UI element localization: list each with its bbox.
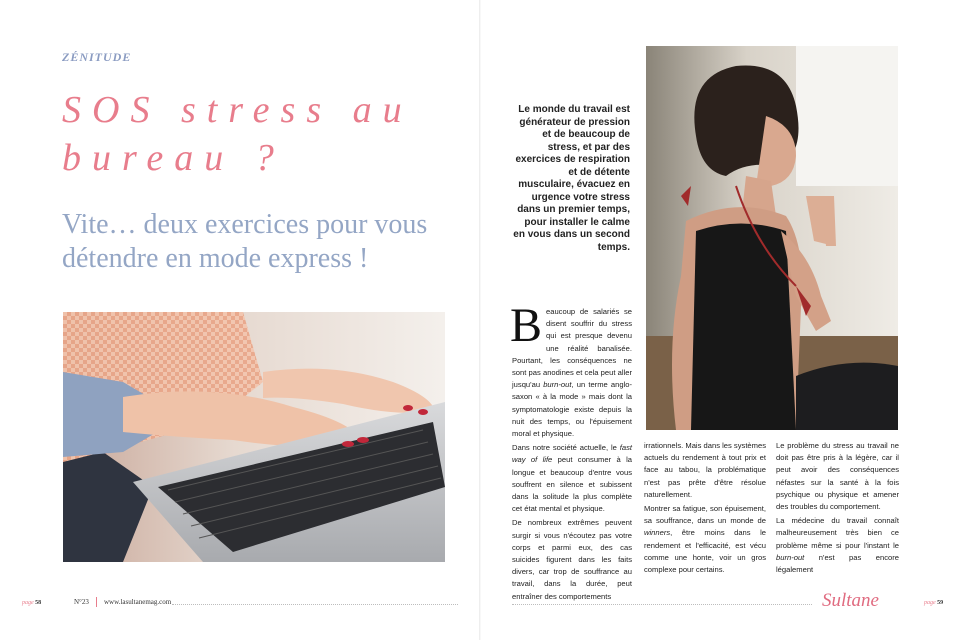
body-column-1 [510, 299, 632, 605]
website-link[interactable]: www.lasultanemag.com [104, 598, 172, 606]
body-column-2 [644, 440, 766, 578]
col3-paragraph-1: Le problème du stress au travail ne doit pas être pris à la légère, car il peut avoir des conséquences néfastes sur la santé à la fois psychique ou physique et amener des troubles du comportement. [776, 441, 899, 512]
sultane-logo: Sultane [822, 590, 879, 611]
drop-cap: B [510, 299, 543, 352]
intro-paragraph: Le monde du travail est générateur de pression et de beaucoup de stress, et par des exercices de respiration et de détente musculaire, évacuez en urgence votre stress dans un premier temps, pour installer le calme en vous dans un second temps. [513, 104, 630, 253]
col1-paragraph-3: De nombreux extrêmes peuvent surgir si vous n'écoutez pas votre corps et parmi eux, des cas suicides figurent dans les faits divers, car trop de souffrance au travail, dans la durée, peut entraîner des comportements [512, 518, 632, 601]
col1-paragraph-2: Dans notre société actuelle, le fast way of life peut consumer à la longue et beaucoup d'entre vous souffrent en silence et subissent dans la solitude la plus complète cet état mental et physique. [512, 443, 632, 514]
footer-dotted-rule-right [512, 604, 812, 605]
meditating-woman-photo [646, 46, 898, 430]
body-column-3 [776, 440, 899, 578]
footer-separator [96, 597, 97, 607]
col2-paragraph-1: irrationnels. Mais dans les systèmes actuels du rendement à tout prix et face au tabou, la problématique n'est pas prête d'être résolue naturellement. [644, 441, 766, 499]
section-label: ZÉNITUDE [62, 50, 132, 64]
article-subtitle: Vite… deux exercices pour vous détendre en mode express ! [62, 209, 428, 274]
article-title: SOS stress au bureau ? [62, 89, 413, 179]
right-page [480, 0, 960, 640]
issue-number: N°23 [74, 598, 89, 606]
page-number-left: page 58 [22, 600, 42, 606]
col1-paragraph-1: eaucoup de salariés se disent souffrir du stress qui est presque devenu une réalité banalisée. Pourtant, les conséquences ne sont pas anodines et cela peut aller jusqu'au burn-out, un terme anglo-saxon « à la mode » mais dont la symptomatologie existe depuis la nuit des temps, ou l'épuisement moral et physique. [512, 307, 632, 439]
footer-dotted-rule [172, 604, 458, 605]
laptop-hands-photo [63, 312, 445, 562]
col3-paragraph-2: La médecine du travail connaît malheureusement très bien ce problème même si pour l'instant le burn-out n'est pas encore légalement [776, 516, 899, 575]
footer-left [0, 596, 480, 612]
col2-paragraph-2: Montrer sa fatigue, son épuisement, sa souffrance, dans un monde de winners, être moins dans le rendement et l'efficacité, est vécu comme une honte, voir un gros complexe pour certains. [644, 504, 766, 575]
page-number-right: page 59 [924, 600, 944, 606]
footer-right [480, 590, 960, 612]
